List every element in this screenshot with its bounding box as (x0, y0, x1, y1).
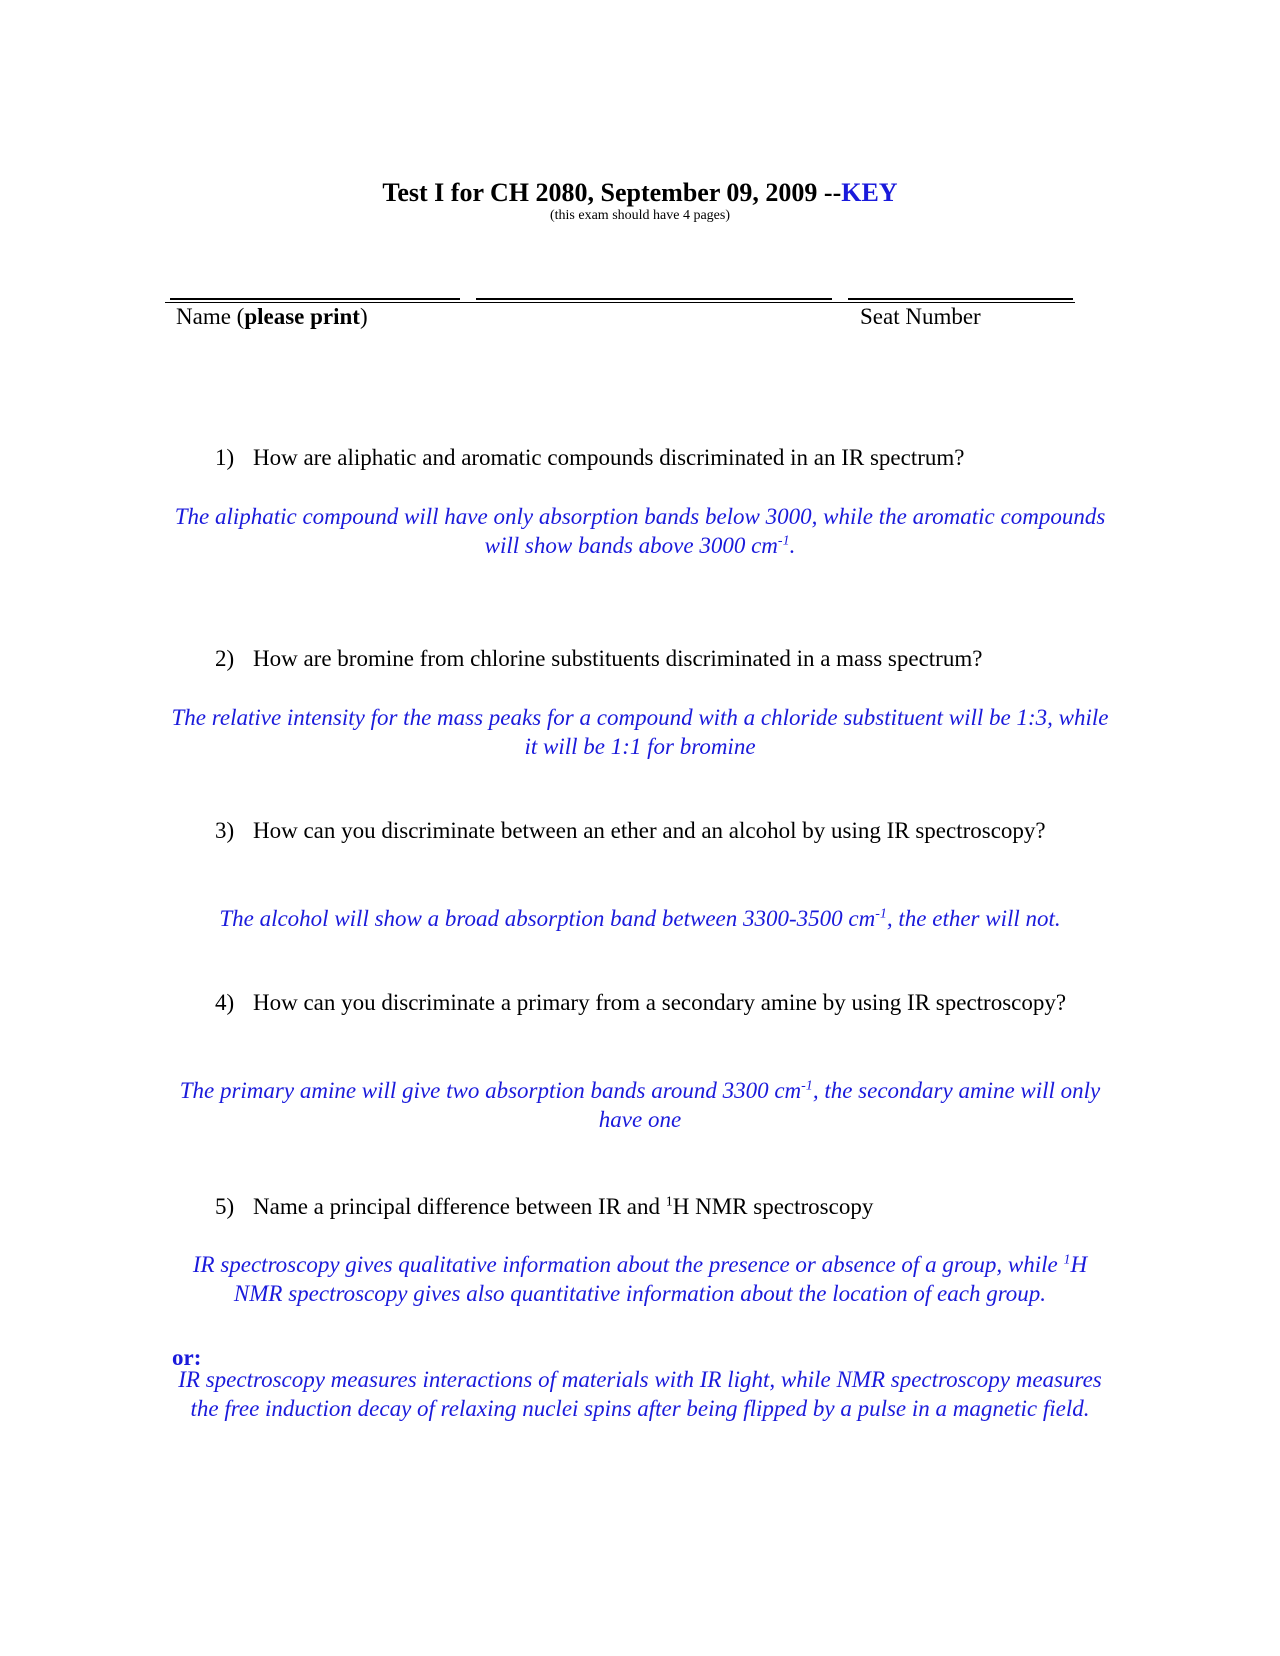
name-label-post: ) (359, 304, 368, 329)
name-line-2 (476, 298, 832, 300)
answer-text: The alcohol will show a broad absorption band between 3300-3500 cm (219, 906, 876, 931)
question-text: How can you discriminate a primary from a secondary amine by using IR spectroscopy? (253, 990, 1067, 1015)
page-subtitle: (this exam should have 4 pages) (549, 208, 730, 223)
question-superscript: 1 (665, 1194, 673, 1210)
name-label (176, 302, 368, 332)
answer-superscript: -1 (777, 533, 790, 549)
question-4 (215, 988, 1105, 1018)
question-2 (215, 644, 1105, 674)
seat-line (848, 298, 1073, 300)
answer-5b: IR spectroscopy measures interactions of materials with IR light, while NMR spectroscopy measures the free induction decay of relaxing nuclei spins after being flipped by a pulse in a magnetic field. (178, 1367, 1102, 1421)
page-title (0, 178, 1280, 208)
answer-text: . (789, 533, 796, 558)
or-label: or: (172, 1345, 202, 1370)
question-number: 3) (215, 818, 235, 843)
name-label-bold: please print (244, 304, 360, 329)
seat-number-label: Seat Number (860, 304, 981, 329)
answer-5a (170, 1250, 1110, 1308)
answer-text: , the secondary amine will only have one (598, 1078, 1101, 1132)
question-text: How are bromine from chlorine substituents discriminated in a mass spectrum? (253, 646, 983, 671)
question-5 (215, 1192, 1105, 1222)
title-key: KEY (841, 178, 898, 207)
header (0, 178, 1280, 224)
answer-2: The relative intensity for the mass peaks for a compound with a chloride substituent will be 1:3, while it will be 1:1 for bromine (171, 705, 1109, 759)
answer-text: H NMR spectroscopy gives also quantitative information about the location of each group. (233, 1252, 1088, 1306)
answer-1 (170, 502, 1110, 560)
question-1 (215, 443, 1105, 473)
question-number: 2) (215, 646, 235, 671)
question-number: 1) (215, 445, 235, 470)
name-label-pre: Name ( (176, 304, 245, 329)
answer-text: , the ether will not. (886, 906, 1061, 931)
answer-text: The primary amine will give two absorption bands around 3300 cm (179, 1078, 802, 1103)
question-text (253, 1192, 1105, 1222)
question-3 (215, 816, 1105, 846)
question-text-part: H NMR spectroscopy (672, 1194, 874, 1219)
question-number: 5) (215, 1194, 235, 1219)
answer-superscript: -1 (875, 906, 887, 922)
answer-4 (170, 1076, 1110, 1134)
answer-superscript: 1 (1063, 1252, 1071, 1268)
question-text: How can you discriminate between an ether and an alcohol by using IR spectroscopy? (253, 818, 1046, 843)
answer-text: The aliphatic compound will have only absorption bands below 3000, while the aromatic compounds will show bands above 3000 cm (174, 504, 1106, 558)
answer-text: IR spectroscopy gives qualitative information about the presence or absence of a group, while (192, 1252, 1064, 1277)
answer-superscript: -1 (801, 1078, 813, 1094)
answer-3 (170, 904, 1110, 933)
name-line-1 (170, 298, 460, 300)
title-main: Test I for CH 2080, September 09, 2009 -- (382, 178, 842, 207)
question-text: How are aliphatic and aromatic compounds discriminated in an IR spectrum? (253, 445, 965, 470)
question-number: 4) (215, 990, 235, 1015)
question-text-part: Name a principal difference between IR and (253, 1194, 666, 1219)
